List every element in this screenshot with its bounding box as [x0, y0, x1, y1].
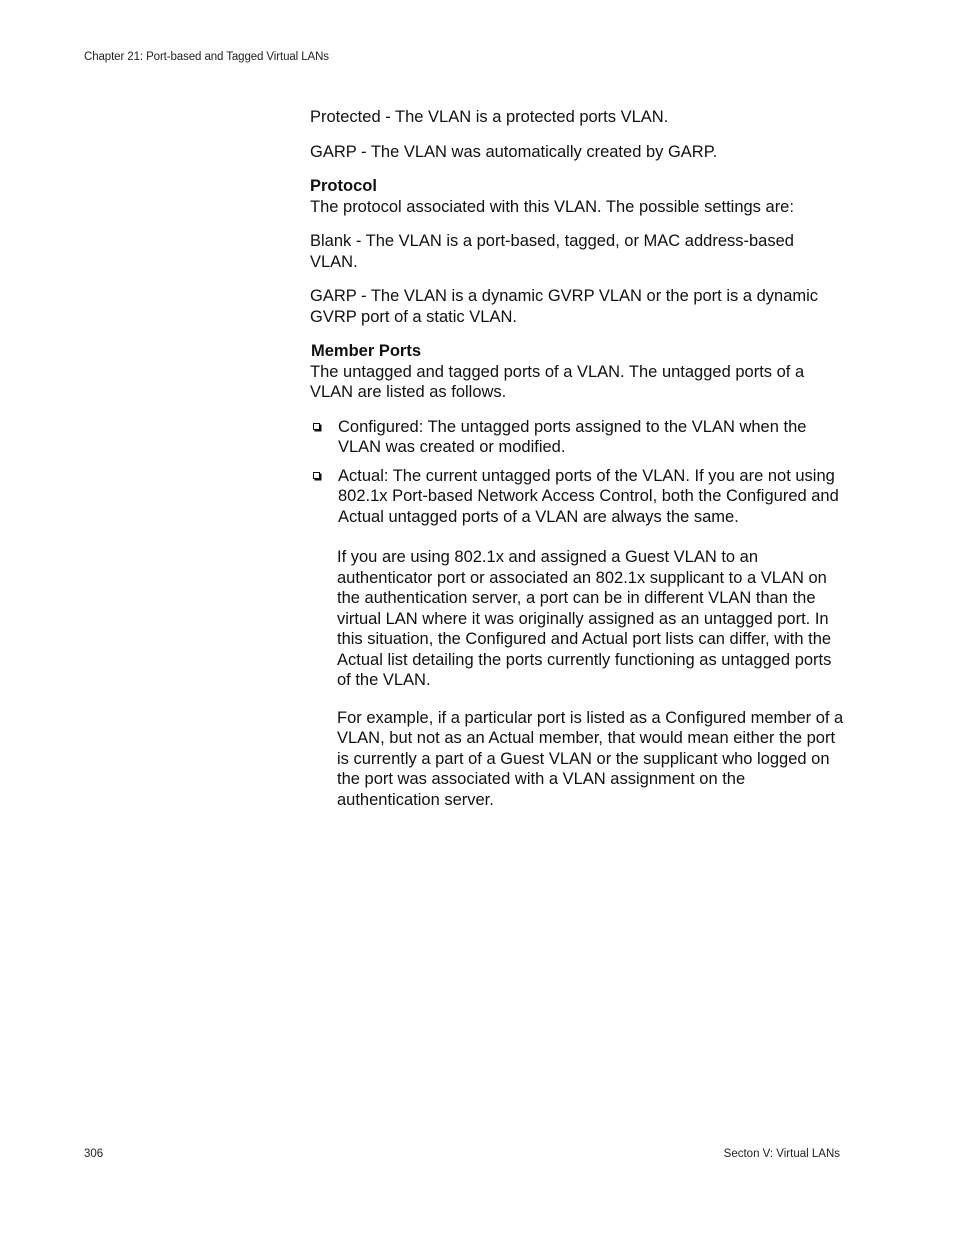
- list-item-text: Configured: The untagged ports assigned to the VLAN when the VLAN was created or modified.: [338, 417, 807, 456]
- guest-vlan-paragraph: If you are using 802.1x and assigned a Guest VLAN to an authenticator port or associated an 802.1x supplicant to a VLAN on the authentication server, a port can be in different VLAN than the virtual LAN where it was originally assigned as an untagged port. In this situation, the Configured and Actual port lists can differ, with the Actual list detailing the ports currently functioning as untagged ports of the VLAN.: [337, 548, 832, 689]
- protocol-garp-description: GARP - The VLAN is a dynamic GVRP VLAN or the port is a dynamic GVRP port of a static VLAN.: [310, 287, 819, 326]
- member-ports-list: [310, 417, 845, 528]
- checkbox-bullet-icon: [313, 472, 320, 479]
- member-ports-intro: The untagged and tagged ports of a VLAN. The untagged ports of a VLAN are listed as follows.: [310, 362, 805, 401]
- example-paragraph: For example, if a particular port is listed as a Configured member of a VLAN, but not as an Actual member, that would mean either the port is currently a part of a Guest VLAN or the supplicant who logged on the port was associated with a VLAN assignment on the authentication server.: [337, 708, 844, 809]
- running-header-chapter: Chapter 21: Port-based and Tagged Virtual LANs: [84, 51, 329, 63]
- indented-notes: [310, 547, 845, 810]
- protocol-intro: The protocol associated with this VLAN. The possible settings are:: [310, 197, 794, 216]
- member-ports-heading: Member Ports: [311, 342, 422, 360]
- garp-description: GARP - The VLAN was automatically created by GARP.: [310, 142, 718, 161]
- list-item-configured: [310, 417, 845, 458]
- protocol-blank-description: Blank - The VLAN is a port-based, tagged, or MAC address-based VLAN.: [310, 232, 794, 271]
- list-item-text: Actual: The current untagged ports of the VLAN. If you are not using 802.1x Port-based Network Access Control, both the Configured and Actual untagged ports of a VLAN are always the same.: [338, 466, 839, 526]
- page-content: [310, 107, 845, 827]
- checkbox-bullet-icon: [313, 423, 320, 430]
- protocol-heading: Protocol: [310, 177, 377, 195]
- page-number: 306: [84, 1148, 104, 1160]
- protected-description: Protected - The VLAN is a protected ports VLAN.: [310, 108, 669, 126]
- running-footer-section: Secton V: Virtual LANs: [723, 1148, 840, 1160]
- list-item-actual: [310, 466, 845, 528]
